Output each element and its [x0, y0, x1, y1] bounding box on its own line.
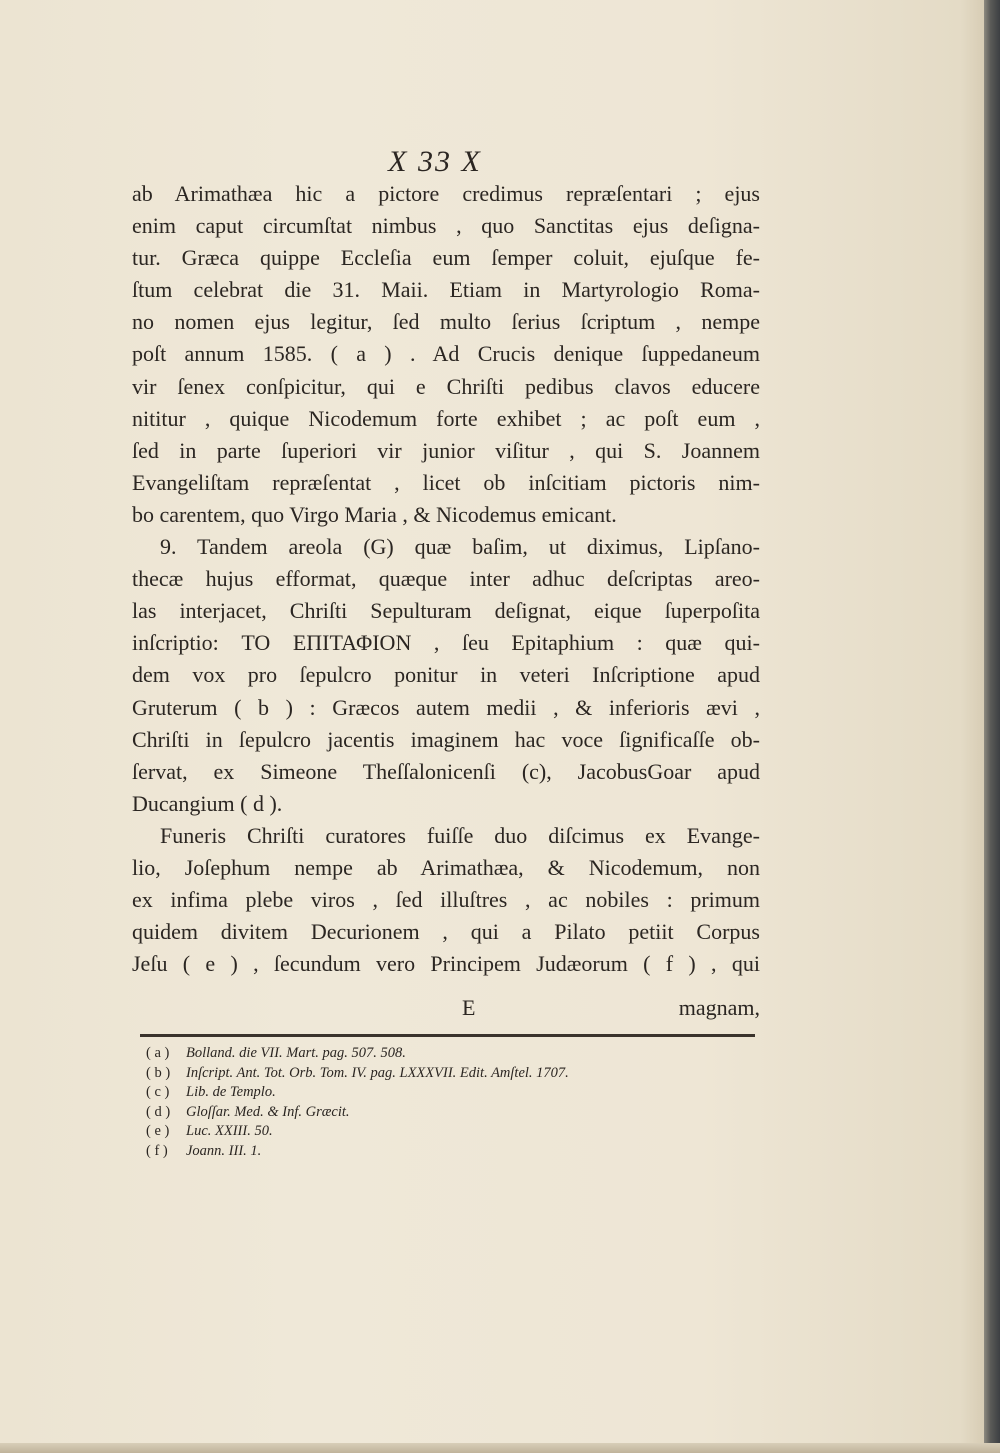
- text-line: quidem divitem Decurionem , qui a Pilato petiit Corpus: [132, 919, 760, 945]
- text-line: tur. Græca quippe Eccleſia eum ſemper coluit, ejuſque fe-: [132, 245, 760, 271]
- text-line: Ducangium ( d ).: [132, 790, 283, 816]
- footnote-text: Gloſſar. Med. & Inf. Græcit.: [186, 1103, 350, 1120]
- book-edge: [984, 0, 1000, 1453]
- footnote-rule: [140, 1034, 755, 1037]
- text-line: poſt annum 1585. ( a ) . Ad Crucis denique ſuppedaneum: [132, 341, 760, 367]
- footnote-text: Lib. de Templo.: [186, 1084, 276, 1100]
- footnote: [146, 1083, 766, 1103]
- footnote-mark: ( b ): [146, 1064, 171, 1081]
- running-head: X 33 X: [388, 145, 482, 178]
- footnote-mark: ( a ): [146, 1045, 170, 1061]
- text-line: Chriſti in ſepulcro jacentis imaginem hac voce ſignificaſſe ob-: [132, 726, 760, 752]
- footnote-mark: ( d ): [146, 1103, 171, 1120]
- text-line: no nomen ejus legitur, ſed multo ſerius ſcriptum , nempe: [132, 309, 760, 335]
- footnotes: [146, 1044, 766, 1161]
- text-line: lio, Joſephum nempe ab Arimathæa, & Nicodemum, non: [132, 854, 760, 880]
- footnote-text: Joann. III. 1.: [186, 1142, 262, 1159]
- text-line: ex infima plebe viros , ſed illuſtres , ac nobiles : primum: [132, 887, 760, 913]
- footnote-text: Inſcript. Ant. Tot. Orb. Tom. IV. pag. LXXXVII. Edit. Amſtel. 1707.: [186, 1064, 569, 1081]
- text-line: Jeſu ( e ) , ſecundum vero Principem Judæorum ( f ) , qui: [132, 951, 760, 977]
- footnote: [146, 1103, 766, 1123]
- text-line: dem vox pro ſepulcro ponitur in veteri Inſcriptione apud: [132, 662, 760, 688]
- footnote: [146, 1044, 766, 1064]
- text-line: Gruterum ( b ) : Græcos autem medii , & inferioris ævi ,: [132, 694, 760, 720]
- signature-mark: E: [462, 995, 476, 1020]
- text-line: Funeris Chriſti curatores fuiſſe duo diſcimus ex Evange-: [160, 822, 760, 848]
- footnote-text: Luc. XXIII. 50.: [186, 1123, 273, 1139]
- text-line: nititur , quique Nicodemum forte exhibet ; ac poſt eum ,: [132, 405, 760, 431]
- text-line: vir ſenex conſpicitur, qui e Chriſti pedibus clavos educere: [132, 373, 760, 399]
- footnote-mark: ( f ): [146, 1142, 168, 1159]
- text-line: bo carentem, quo Virgo Maria , & Nicodemus emicant.: [132, 501, 617, 527]
- footnote-text: Bolland. die VII. Mart. pag. 507. 508.: [186, 1045, 406, 1061]
- footnote: [146, 1064, 766, 1084]
- text-line: inſcriptio: ΤΟ ΕΠΙΤΑΦΙΟΝ , ſeu Epitaphium : quæ qui-: [132, 630, 760, 656]
- footnote-mark: ( e ): [146, 1123, 170, 1139]
- catchline: [132, 995, 760, 1027]
- text-line: ſtum celebrat die 31. Maii. Etiam in Martyrologio Roma-: [132, 277, 760, 303]
- footnote-mark: ( c ): [146, 1084, 170, 1100]
- footnote: [146, 1142, 766, 1162]
- catchword: magnam,: [678, 995, 760, 1020]
- text-line: 9. Tandem areola (G) quæ baſim, ut diximus, Lipſano-: [160, 534, 760, 560]
- text-line: Evangeliſtam repræſentat , licet ob inſcitiam pictoris nim-: [132, 469, 760, 495]
- text-line: enim caput circumſtat nimbus , quo Sanctitas ejus deſigna-: [132, 213, 760, 239]
- text-line: thecæ hujus efformat, quæque inter adhuc deſcriptas areo-: [132, 566, 760, 592]
- text-line: las interjacet, Chriſti Sepulturam deſignat, eique ſuperpoſita: [132, 598, 760, 624]
- text-line: ſed in parte ſuperiori vir junior viſitur , qui S. Joannem: [132, 437, 760, 463]
- body-text: [132, 178, 760, 980]
- text-line: ab Arimathæa hic a pictore credimus repræſentari ; ejus: [132, 181, 760, 206]
- footnote: [146, 1122, 766, 1142]
- page-bottom-edge: [0, 1443, 1000, 1453]
- text-line: ſervat, ex Simeone Theſſalonicenſi (c), JacobusGoar apud: [132, 758, 760, 784]
